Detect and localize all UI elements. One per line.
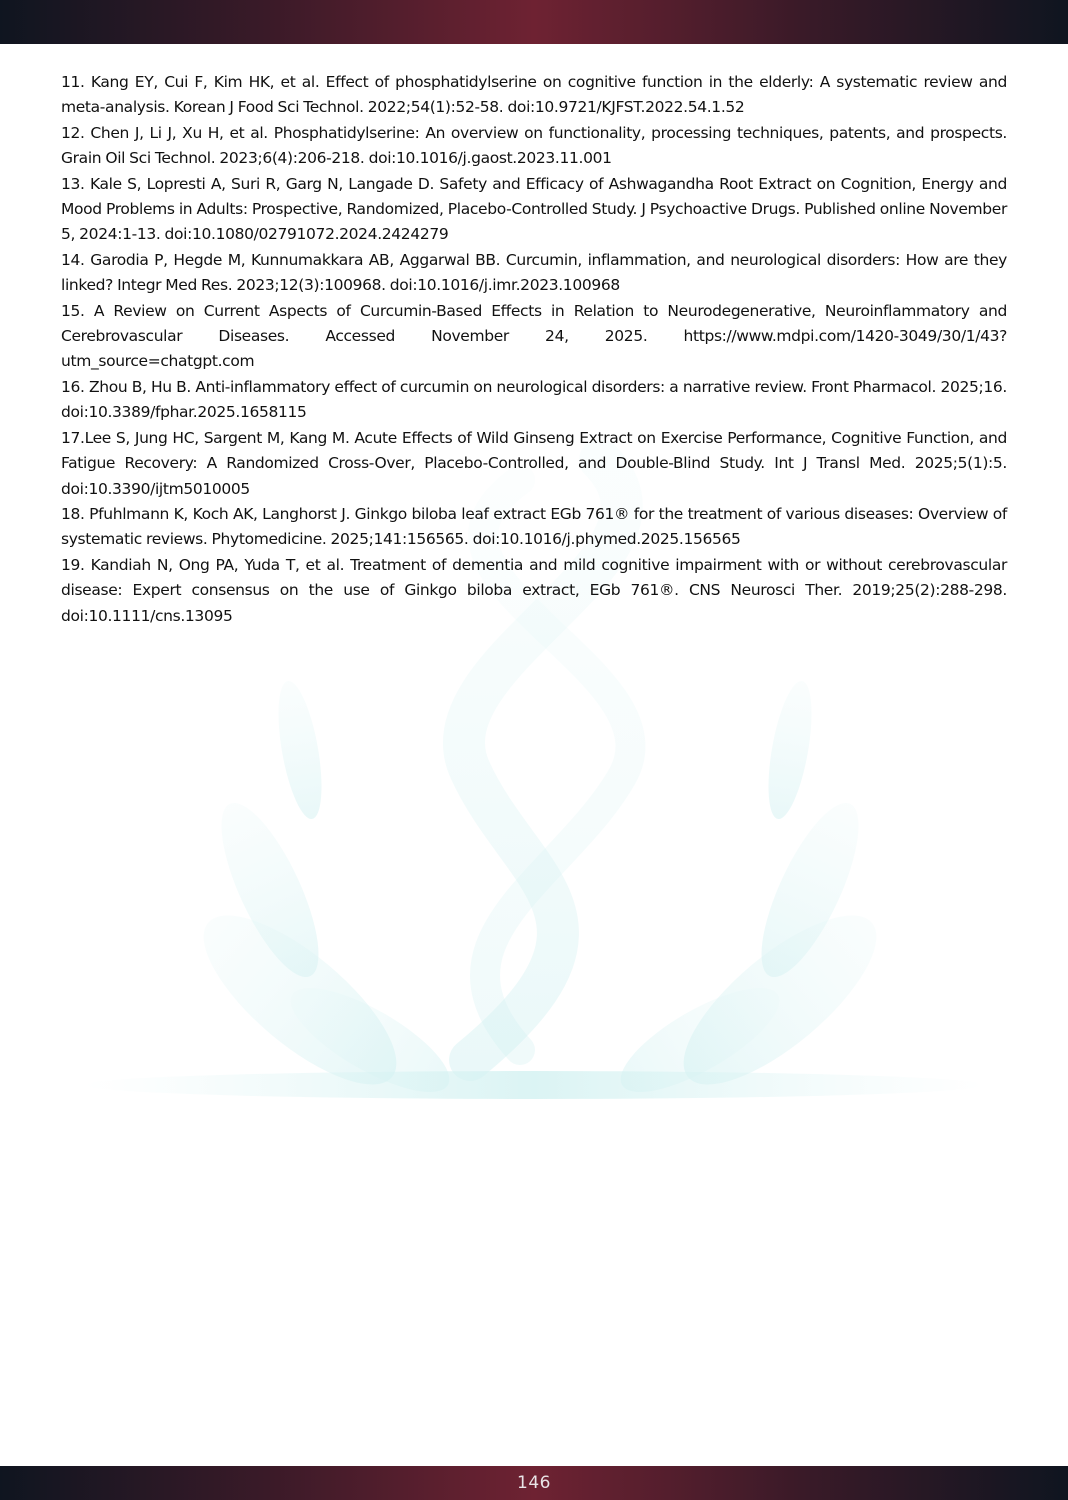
reference-item: 12. Chen J, Li J, Xu H, et al. Phosphatidylserine: An overview on functionality, processing techniques, patents, and prospects. Grain Oil Sci Technol. 2023;6(4):206-218. doi:10.1016/j.gaost.2023.11.001: [61, 123, 1007, 168]
leaf-right-4: [607, 969, 793, 1111]
reference-item: 11. Kang EY, Cui F, Kim HK, et al. Effect of phosphatidylserine on cognitive function in the elderly: A systematic review and meta-analysis. Korean J Food Sci Technol. 2022;54(1):52-58. doi:10.9721/KJFST.2022.54.1.52: [61, 73, 1007, 117]
reference-item: 14. Garodia P, Hegde M, Kunnumakkara AB, Aggarwal BB. Curcumin, inflammation, and neurological disorders: How are they linked? Integr Med Res. 2023;12(3):100968. doi:10.1016/j.imr.2023.100968: [61, 250, 1007, 295]
leaf-left-2: [203, 791, 338, 989]
reference-item: 19. Kandiah N, Ong PA, Yuda T, et al. Treatment of dementia and mild cognitive impairment with or without cerebrovascular disease: Expert consensus on the use of Ginkgo biloba extract, EGb 761®. CNS Neurosci Ther. 2019;25(2):288-298. doi:10.1111/cns.13095: [61, 555, 1007, 625]
header-bar: [0, 0, 1068, 44]
leaf-right-1: [760, 678, 820, 822]
reference-list: [61, 70, 1007, 629]
reference-item: 17.Lee S, Jung HC, Sargent M, Kang M. Acute Effects of Wild Ginseng Extract on Exercise Performance, Cognitive Function, and Fatigue Recovery: A Randomized Cross-Over, Placebo-Controlled, and Double-Blind Study. Int J Transl Med. 2025;5(1):5. doi:10.3390/ijtm5010005: [61, 428, 1007, 498]
reference-item: 18. Pfuhlmann K, Koch AK, Langhorst J. Ginkgo biloba leaf extract EGb 761® for the treatment of various diseases: Overview of systematic reviews. Phytomedicine. 2025;141:156565. doi:10.1016/j.phymed.2025.156565: [61, 504, 1007, 549]
leaf-left-1: [270, 678, 330, 822]
reference-item: 15. A Review on Current Aspects of Curcumin-Based Effects in Relation to Neurodegenerative, Neuroinflammatory and Cerebrovascular Diseases. Accessed November 24, 2025. https://www.mdpi.com/1420-3049/30/1/43?utm_source=chatgpt.com: [61, 301, 1007, 371]
leaf-left-4: [277, 969, 463, 1111]
leaf-right-2: [743, 791, 878, 989]
reference-item: 13. Kale S, Lopresti A, Suri R, Garg N, Langade D. Safety and Efficacy of Ashwagandha Root Extract on Cognition, Energy and Mood Problems in Adults: Prospective, Randomized, Placebo-Controlled Study. J Psychoactive Drugs. Published online November 5, 2024:1-13. doi:10.1080/02791072.2024.2424279: [61, 174, 1007, 244]
footer-bar: [0, 1466, 1068, 1500]
leaf-left-3: [179, 888, 421, 1111]
page-number: 146: [517, 1473, 551, 1493]
reference-item: 16. Zhou B, Hu B. Anti-inflammatory effect of curcumin on neurological disorders: a narrative review. Front Pharmacol. 2025;16. doi:10.3389/fphar.2025.1658115: [61, 377, 1007, 422]
leaf-right-3: [659, 888, 901, 1111]
watermark-base: [84, 1071, 984, 1099]
